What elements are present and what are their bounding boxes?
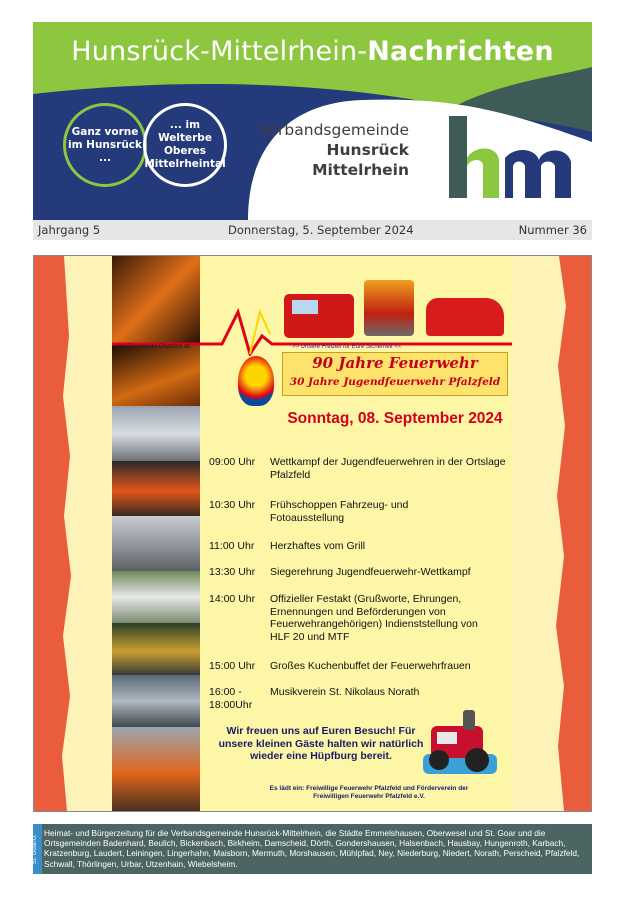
headline-secondary: 30 Jahre Jugendfeuerwehr Pfalzfeld [289, 376, 501, 388]
schedule-time: 16:00 - 18:00Uhr [209, 686, 253, 711]
issue-date: Donnerstag, 5. September 2024 [228, 223, 414, 237]
footer-side-tag: St. Goar/O. [33, 824, 42, 874]
schedule-event: Musikverein St. Nikolaus Norath [270, 686, 420, 698]
crashed-car-photo [112, 571, 200, 623]
masthead [33, 22, 592, 220]
schedule-event: Großes Kuchenbuffet der Feuerwehrfrauen [270, 660, 471, 672]
event-poster [33, 255, 592, 812]
publication-footer [33, 824, 592, 874]
schedule-time: 11:00 Uhr [209, 540, 255, 552]
issue-info-bar [33, 220, 592, 240]
schedule-time: 09:00 Uhr [209, 456, 256, 468]
schedule-event: Offizieller Festakt (Grußworte, Ehrungen, Ernennungen und Beförderungen von Feuerwehrangehörigen) Indienststellung von HLF 20 und MTF [270, 593, 478, 643]
truck-accident-photo [112, 406, 200, 461]
rescue-photo [112, 516, 200, 571]
schedule-event: Siegerehrung Jugendfeuerwehr-Wettkampf [270, 566, 471, 578]
slogan-bubble-left: Ganz vorne im Hunsrück ... [63, 103, 147, 187]
schedule-time: 15:00 Uhr [209, 660, 256, 672]
schedule-time: 13:30 Uhr [209, 566, 256, 578]
schedule-event: Frühschoppen Fahrzeug- und Fotoausstellung [270, 499, 409, 524]
event-date: Sonntag, 08. September 2024 [287, 410, 503, 427]
tunnel-photo [112, 675, 200, 727]
footer-description: Heimat- und Bürgerzeitung für die Verbandsgemeinde Hunsrück-Mittelrhein, die Städte Emmelshausen, Oberwesel und St. Goar und die Ortsgemeinden Badenhard, Beulich, Bickenbach, Birkheim, Damscheid, Dörth, Gondershausen, Halsenbach, Hausbay, Hungenroth, Karbach, Kratzenburg, Laudert, Leiningen, Lingerhahn, Maisborn, Mermuth, Morshausen, Mühlpfad, Ney, Niederburg, Niedert, Norath, Perscheid, Pfalzfeld, Schwall, Thörlingen, Urbar, Utzenhain, Wiebelsheim. [44, 828, 580, 869]
firefighters-photo [112, 623, 200, 675]
welcome-text: Wir freuen uns auf Euren Besuch! Für unsere kleinen Gäste halten wir natürlich wieder eine Hüpfburg bereit. [218, 725, 424, 762]
headline-primary: 90 Jahre Feuerwehr [312, 354, 478, 372]
issue-volume: Jahrgang 5 [38, 223, 101, 237]
verbandsgemeinde-label: Verbandsgemeinde Hunsrück Mittelrhein [259, 121, 409, 179]
bouncy-castle-image [419, 704, 501, 778]
invite-text: Es lädt ein: Freiwillige Feuerwehr Pfalzfeld und Förderverein der Freiwilligen Feuerwehr Pfalzfeld e.V. [269, 785, 469, 800]
newspaper-title: Hunsrück-Mittelrhein-Nachrichten [71, 36, 554, 67]
jugendfeuerwehr-emblem [238, 356, 274, 406]
car-fire-photo [112, 461, 200, 516]
issue-number: Nummer 36 [518, 223, 587, 237]
schedule-event: Herzhaftes vom Grill [270, 540, 366, 552]
slogan-label: >> Unsere Freizeit für Eure Sicherheit << [292, 344, 402, 350]
hm-logo [443, 108, 579, 204]
schedule-time: 10:30 Uhr [209, 499, 256, 511]
schedule-event: Wettkampf der Jugendfeuerwehren in der Ortslage Pfalzfeld [270, 456, 506, 481]
command-car-image [426, 298, 504, 336]
field-fire-photo [112, 727, 200, 811]
schedule-time: 14:00 Uhr [209, 593, 256, 605]
website-label: www.Feuerwehr-Pfalzfeld.de [114, 344, 191, 350]
st-florian-image [364, 280, 414, 336]
slogan-bubble-right: ... im Welterbe Oberes Mittelrheintal [143, 103, 227, 187]
fire-truck-window [292, 300, 318, 314]
